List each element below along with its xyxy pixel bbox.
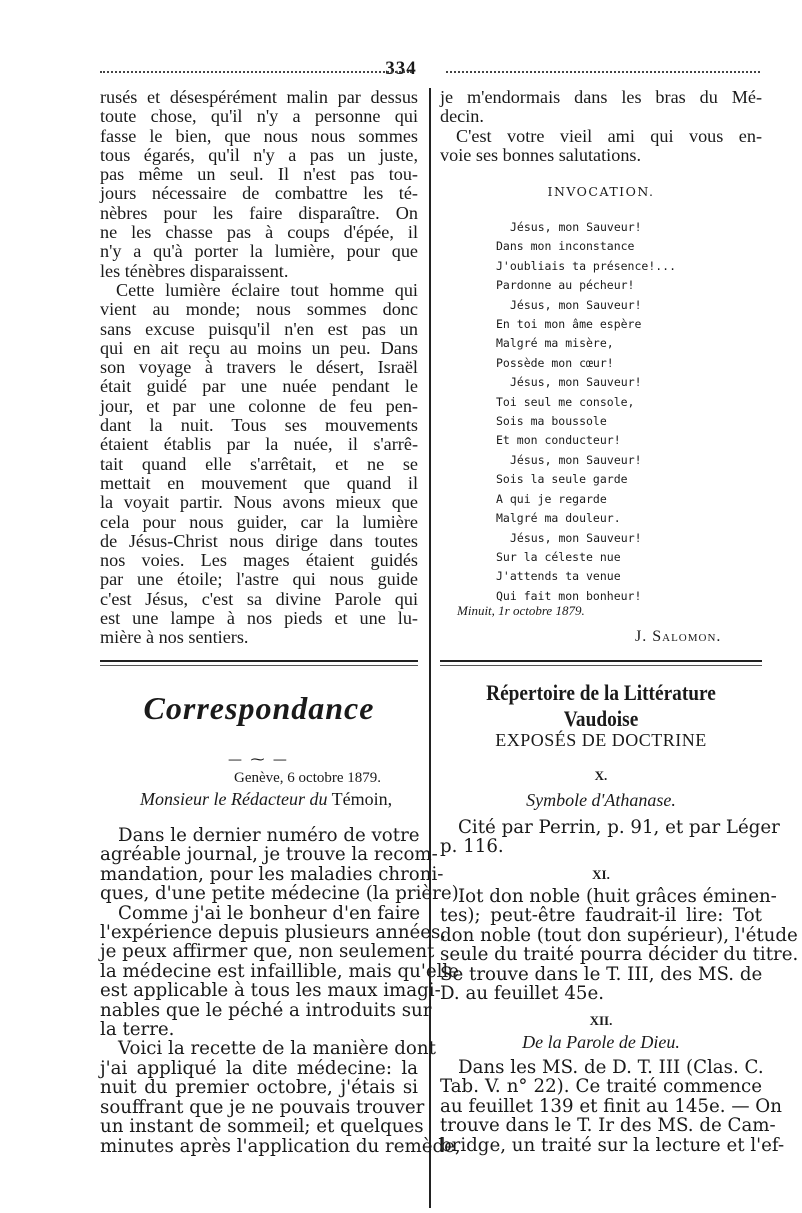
ornament: — ⁓ —	[228, 752, 289, 768]
letter-salutation	[140, 789, 392, 810]
entry-body	[440, 817, 780, 858]
text-line: ques, d'une petite médecine (la prière).	[100, 883, 465, 905]
text-line: dant la nuit. Tous ses mouvements	[100, 415, 418, 436]
entry-body	[440, 1057, 785, 1156]
text-line: j'ai appliqué la dite médecine: la	[100, 1057, 418, 1079]
poem-line: J'oubliais ta présence!...	[496, 258, 677, 273]
text-line: toute chose, qu'il n'y a personne qui	[100, 106, 418, 127]
entry-number: X.	[594, 768, 608, 783]
text-line: son voyage à travers le désert, Israël	[100, 357, 418, 378]
header-rule-right	[446, 71, 760, 73]
text-line: vient au monde; nous sommes donc	[100, 299, 418, 320]
text-line: decin.	[440, 106, 484, 127]
text-line: minutes après l'application du remède,	[100, 1135, 461, 1157]
text-line: au feuillet 139 et finit au 145e. — On	[440, 1095, 782, 1117]
text-line: l'expérience depuis plusieurs années,	[100, 922, 447, 944]
text-line: Voici la recette de la manière dont	[118, 1038, 436, 1060]
text-line: Comme j'ai le bonheur d'en faire	[118, 902, 421, 924]
text-line: de Jésus-Christ nous dirige dans toutes	[100, 530, 418, 551]
poem-line: Possède mon cœur!	[496, 355, 614, 370]
letter-body	[100, 825, 465, 1157]
text-line: jours nécessaire de combattre les té-	[100, 183, 418, 204]
poem-title: INVOCATION.	[547, 184, 655, 199]
poem-line: A qui je regarde	[496, 491, 607, 506]
section-rule	[440, 665, 762, 666]
text-line: est une lampe à nos pieds et une lu-	[100, 608, 418, 629]
text-line: ne les chasse pas à coups d'épée, il	[100, 222, 418, 243]
text-line: la médecine est infaillible, mais qu'elle	[100, 960, 459, 982]
text-line: les ténèbres disparaissent.	[100, 260, 289, 281]
entry-heading: Symbole d'Athanase.	[526, 790, 676, 810]
text-line: étaient établis par la nuée, il s'arrê-	[100, 434, 418, 455]
text-line: bridge, un traité sur la lecture et l'ef-	[440, 1134, 785, 1156]
poem-line: Sois la seule garde	[496, 472, 628, 487]
text-line: qui en ait reçu au moins un peu. Dans	[100, 337, 418, 358]
repertoire-title: Répertoire de la Littérature Vaudoise	[486, 680, 716, 731]
text-line: Cette lumière éclaire tout homme qui	[116, 279, 418, 300]
text-line: jour, et par une colonne de feu pen-	[100, 395, 418, 416]
text-line: mière à nos sentiers.	[100, 627, 249, 648]
text-line: nuit du premier octobre, j'étais si	[100, 1077, 418, 1099]
salutation-prefix: Monsieur le Rédacteur du	[140, 789, 328, 809]
poem-line: En toi mon âme espère	[496, 317, 642, 332]
page-number: 334	[385, 58, 417, 79]
signature: J. Salomon.	[635, 628, 722, 645]
text-line: Dans le dernier numéro de votre	[118, 825, 420, 846]
text-line: la terre.	[100, 1019, 175, 1041]
poem-line: Pardonne au pécheur!	[496, 278, 635, 293]
text-line: Iot don noble (huit grâces éminen-	[458, 886, 777, 907]
text-line: pas même un seul. Il n'est pas tou-	[100, 164, 418, 185]
text-line: souffrant que je ne pouvais trouver	[100, 1096, 425, 1118]
text-line: Cité par Perrin, p. 91, et par Léger	[458, 817, 780, 838]
text-line: je peux affirmer que, non seulement	[100, 941, 435, 963]
text-line: rusés et désespérément malin par dessus	[100, 87, 418, 107]
poem-line: Jésus, mon Sauveur!	[510, 375, 642, 390]
text-line: tait quand elle s'arrêtait, et ne se	[100, 453, 418, 474]
entry-body	[440, 886, 799, 1005]
text-line: mandation, pour les maladies chroni-	[100, 863, 444, 885]
poem-line: Malgré ma douleur.	[496, 511, 621, 526]
text-line: tous égarés, qu'il n'y a pas un juste,	[100, 144, 418, 165]
text-line: cela pour nous guider, car la lumière	[100, 511, 418, 532]
text-line: fasse le bien, que nous nous sommes	[100, 125, 418, 146]
poem-line: Malgré ma misère,	[496, 336, 614, 351]
text-line: agréable journal, je trouve la recom-	[100, 844, 438, 866]
right-column-top	[440, 88, 762, 165]
section-rule	[440, 660, 762, 662]
poem-line: Jésus, mon Sauveur!	[510, 220, 642, 234]
poem-line: Et mon conducteur!	[496, 433, 621, 448]
poem-line: Dans mon inconstance	[496, 239, 635, 254]
correspondance-title: Correspondance	[143, 690, 375, 726]
header-rule-left	[100, 71, 412, 73]
entry-number: XI.	[592, 867, 610, 882]
text-line: n'y a qu'à porter la lumière, pour que	[100, 241, 418, 262]
text-line: Dans les MS. de D. T. III (Clas. C.	[458, 1057, 764, 1078]
text-line: nèbres pour les faire disparaître. On	[100, 202, 418, 223]
text-line: par une étoile; l'astre qui nous guide	[100, 569, 418, 590]
text-line: sans excuse puisqu'il n'en est pas un	[100, 318, 418, 339]
poem-line: Toi seul me console,	[496, 394, 635, 409]
section-rule	[100, 665, 418, 666]
poem-line: Sois ma boussole	[496, 414, 607, 429]
entry-number: XII.	[589, 1013, 613, 1028]
text-line: est applicable à tous les maux imagi-	[100, 980, 441, 1002]
poem-line: Jésus, mon Sauveur!	[510, 297, 642, 312]
text-line: C'est votre vieil ami qui vous en-	[456, 125, 762, 146]
text-line: c'est Jésus, c'est sa divine Parole qui	[100, 588, 418, 609]
poem-line: Qui fait mon bonheur!	[496, 588, 642, 603]
section-rule	[100, 660, 418, 662]
poem-line: Sur la céleste nue	[496, 549, 621, 564]
text-line: D. au feuillet 45e.	[440, 983, 605, 1005]
poem-line: Jésus, mon Sauveur!	[510, 530, 642, 545]
text-line: nos voies. Les mages étaient guidés	[100, 550, 418, 571]
poem-line: Jésus, mon Sauveur!	[510, 452, 642, 467]
text-line: était guidé par une nuée pendant le	[100, 376, 418, 397]
repertoire-subtitle: EXPOSÉS DE DOCTRINE	[495, 730, 707, 750]
text-line: don noble (tout don supérieur), l'étude	[440, 924, 798, 946]
text-line: tes); peut-être faudrait-il lire: Tot	[440, 905, 762, 927]
text-line: p. 116.	[440, 836, 504, 858]
text-line: nables que le péché a introduits sur	[100, 999, 432, 1021]
poem	[496, 218, 676, 606]
text-line: seule du traité pourra décider du titre.	[440, 944, 799, 966]
text-line: trouve dans le T. Ir des MS. de Cam-	[440, 1115, 776, 1137]
left-column	[100, 88, 418, 648]
text-line: mettait en mouvement que quand il	[100, 472, 418, 493]
text-line: Tab. V. n° 22). Ce traité commence	[440, 1076, 762, 1098]
journal-name: Témoin,	[331, 789, 393, 809]
letter-date: Genève, 6 octobre 1879.	[234, 770, 382, 786]
text-line: je m'endormais dans les bras du Mé-	[440, 87, 762, 107]
text-line: la voyait partir. Nous avons mieux que	[100, 492, 418, 513]
entry-heading: De la Parole de Dieu.	[522, 1032, 680, 1052]
closing-paragraph	[440, 88, 762, 165]
text-line: voie ses bonnes salutations.	[440, 144, 642, 165]
text-line: Se trouve dans le T. III, des MS. de	[440, 963, 763, 985]
poem-line: J'attends ta venue	[496, 569, 621, 584]
poem-date: Minuit, 1r octobre 1879.	[457, 603, 585, 618]
left-paragraph	[100, 88, 418, 648]
text-line: un instant de sommeil; et quelques	[100, 1116, 424, 1138]
